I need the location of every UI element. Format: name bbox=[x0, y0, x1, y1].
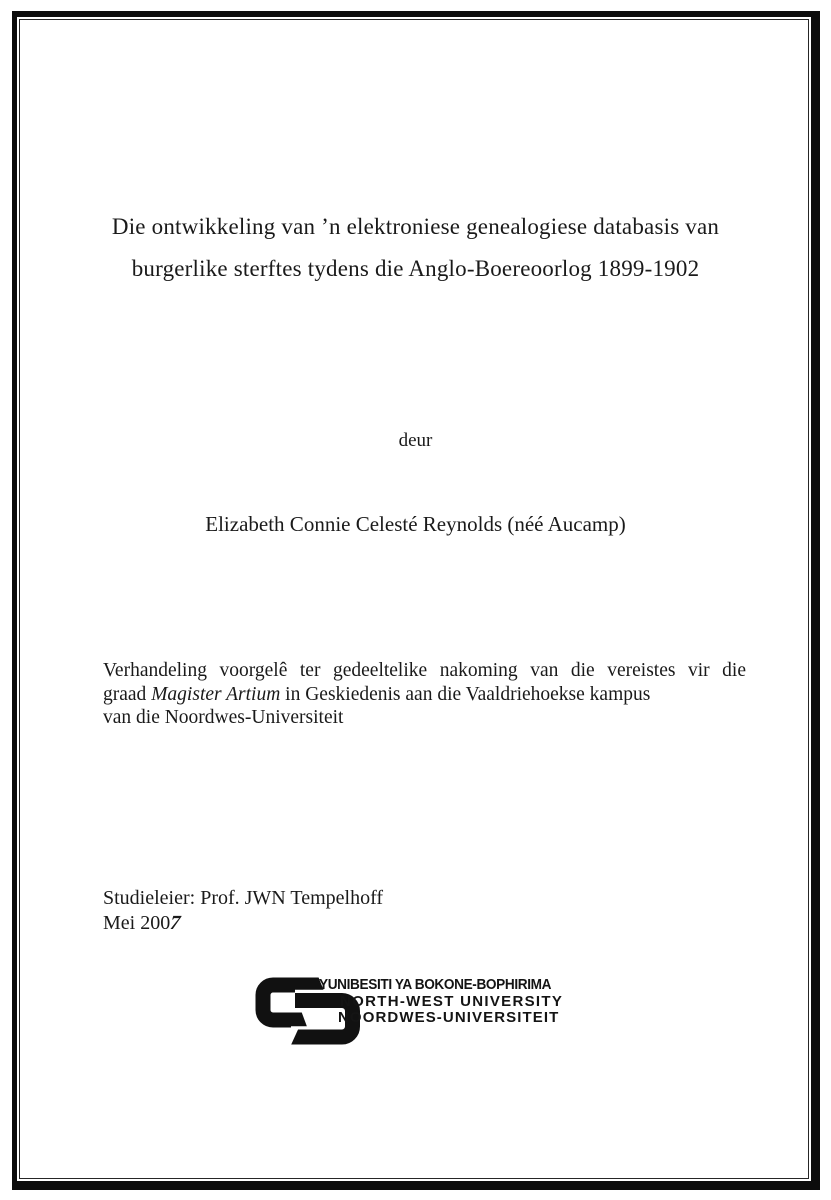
date-line bbox=[103, 911, 383, 936]
logo-name-setswana: YUNIBESITI YA BOKONE-BOPHIRIMA bbox=[319, 977, 552, 993]
submission-line-2-pre: graad bbox=[103, 683, 152, 705]
submission-line-2 bbox=[103, 683, 746, 707]
supervisor-line: Studieleier: Prof. JWN Tempelhoff bbox=[103, 887, 384, 909]
logo-name-english: NORTH-WEST UNIVERSITY bbox=[340, 992, 564, 1010]
submission-line-2-post: in Geskiedenis aan die Vaaldriehoekse kampus bbox=[280, 683, 651, 705]
date-prefix: Mei 200 bbox=[103, 912, 171, 934]
author-name: Elizabeth Connie Celesté Reynolds (néé Aucamp) bbox=[205, 512, 626, 536]
byline-deur: deur bbox=[398, 430, 433, 451]
submission-line-1: Verhandeling voorgelê ter gedeeltelike nakoming van die vereistes vir die bbox=[103, 660, 746, 681]
nwu-logo-wordmark bbox=[319, 977, 566, 1027]
thesis-title-line-2: burgerlike sterftes tydens die Anglo-Boereoorlog 1899-1902 bbox=[131, 256, 700, 281]
degree-name-italic: Magister Artium bbox=[151, 683, 281, 705]
logo-name-afrikaans: NOORDWES-UNIVERSITEIT bbox=[338, 1009, 560, 1027]
supervisor-block bbox=[103, 886, 383, 936]
submission-statement bbox=[103, 659, 746, 730]
thesis-title-line-1: Die ontwikkeling van ’n elektroniese genealogiese databasis van bbox=[111, 214, 720, 239]
submission-line-3: van die Noordwes-Universiteit bbox=[103, 707, 344, 729]
thesis-title bbox=[55, 206, 776, 290]
date-last-digit: 7 bbox=[167, 912, 184, 934]
